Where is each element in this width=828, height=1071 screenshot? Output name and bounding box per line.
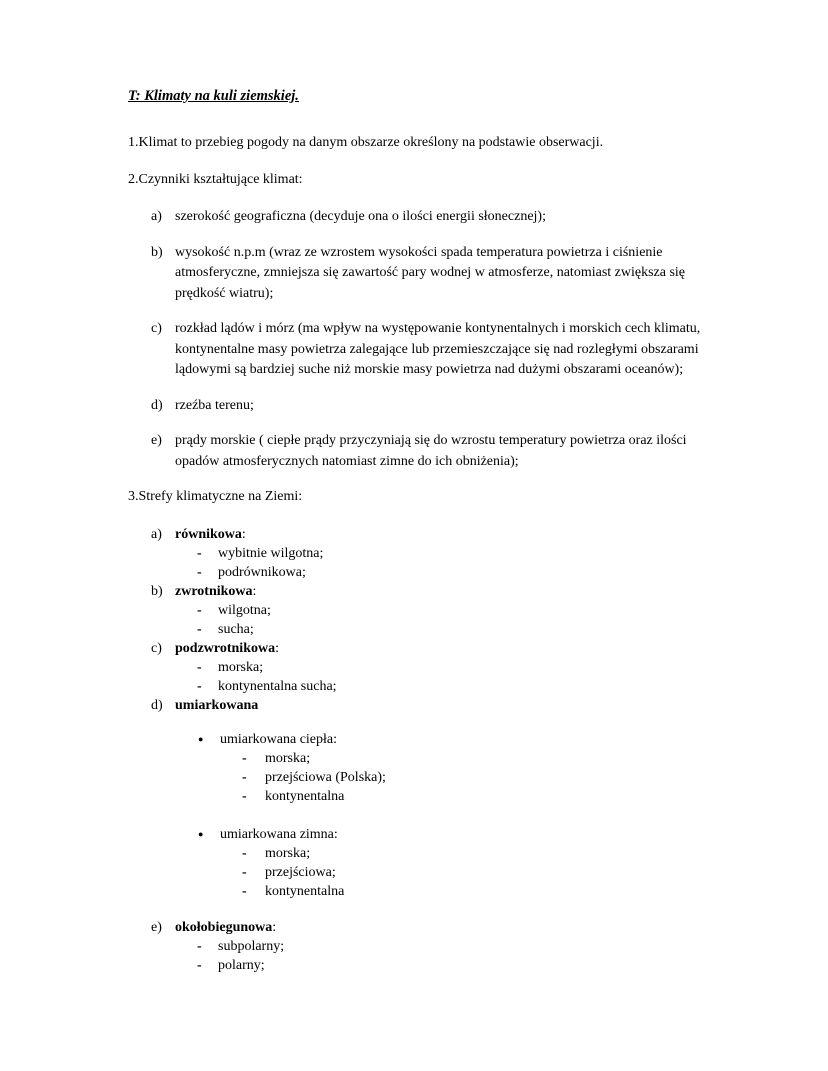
dash-icon: - [197, 958, 202, 973]
list-marker: c) [151, 641, 162, 656]
factor-item [128, 243, 828, 305]
zone-sub-text: kontynentalna [265, 789, 345, 804]
factor-line [128, 284, 828, 305]
list-marker: e) [151, 433, 162, 448]
list-marker: a) [151, 527, 162, 542]
group-label: umiarkowana zimna: [220, 827, 338, 842]
factor-text: wysokość n.p.m (wraz ze wzrostem wysokości spada temperatura powietrza i ciśnienie [175, 244, 663, 260]
zone-sub-item [128, 601, 828, 620]
zone-suffix: : [275, 641, 279, 656]
list-marker: d) [151, 397, 163, 413]
dash-icon: - [197, 939, 202, 954]
zone-sub-item [128, 768, 828, 787]
factor-line [128, 431, 828, 452]
factor-text: atmosferyczne, zmniejsza się zawartość pary wodnej w atmosferze, natomiast zwiększa się [175, 265, 686, 280]
zone-suffix: : [272, 920, 277, 935]
factor-text: szerokość geograficzna (decyduje ona o ilości energii słonecznej); [175, 209, 546, 224]
zone-line [128, 582, 828, 601]
zone-term: umiarkowana [175, 698, 259, 713]
zone-item [128, 525, 828, 582]
zone-sub-item [128, 749, 828, 768]
factor-text: prądy morskie ( ciepłe prądy przyczyniają się do wzrostu temperatury powietrza oraz ilości [175, 433, 687, 448]
zone-sub-item [128, 937, 828, 956]
zone-line [128, 696, 828, 715]
factor-item [128, 396, 828, 417]
bullet-icon: ● [198, 829, 204, 839]
zone-sub-text: wybitnie wilgotna; [218, 546, 324, 561]
zone-sub-item [128, 677, 828, 696]
zones-heading: 3.Strefy klimatyczne na Ziemi: [128, 489, 303, 504]
factor-text: rzeźba terenu; [175, 397, 254, 413]
dash-icon: - [242, 789, 247, 804]
list-marker: c) [151, 321, 162, 336]
climate-group [128, 730, 828, 806]
climate-group [128, 825, 828, 901]
factor-line [128, 243, 828, 264]
zone-term: zwrotnikowa [175, 584, 253, 599]
zone-sub-text: polarny; [218, 958, 265, 973]
zone-term: okołobiegunowa [175, 920, 273, 935]
zones-list [128, 525, 828, 975]
zone-item [128, 639, 828, 696]
intro-paragraph: 1.Klimat to przebieg pogody na danym obszarze określony na podstawie obserwacji. [128, 135, 604, 150]
zone-sub-text: sucha; [218, 622, 254, 637]
factor-line [128, 207, 828, 228]
factor-item [128, 431, 828, 472]
zone-sub-text: morska; [265, 751, 311, 766]
zone-sub-text: kontynentalna [265, 884, 345, 899]
factor-text: lądowymi są bardziej suche niż morskie masy powietrza nad dużymi obszarami oceanów); [175, 362, 684, 377]
dash-icon: - [242, 884, 247, 899]
dash-icon: - [242, 770, 247, 785]
zone-sub-text: kontynentalna sucha; [218, 679, 337, 694]
dash-icon: - [197, 565, 202, 580]
zone-item [128, 582, 828, 639]
dash-icon: - [242, 846, 247, 861]
factor-line [128, 263, 828, 284]
factor-text: prędkość wiatru); [175, 285, 274, 301]
zone-sub-item [128, 956, 828, 975]
list-marker: b) [151, 584, 163, 599]
factor-line [128, 452, 828, 473]
factor-text: kontynentalne masy powietrza zalegające lub przemieszczające się nad rozległymi obszarami [175, 341, 699, 357]
zone-suffix: : [241, 527, 246, 542]
factor-text: rozkład lądów i mórz (ma wpływ na występowanie kontynentalnych i morskich cech klimatu, [175, 321, 701, 336]
zone-sub-item [128, 544, 828, 563]
zone-sub-text: wilgotna; [218, 603, 271, 618]
dash-icon: - [197, 603, 202, 618]
zone-sub-text: morska; [265, 846, 311, 861]
zone-sub-item [128, 844, 828, 863]
zone-item [128, 918, 828, 975]
group-label-line [128, 730, 828, 749]
zone-sub-item [128, 620, 828, 639]
list-marker: e) [151, 920, 162, 935]
list-marker: d) [151, 698, 163, 713]
zone-suffix: : [252, 584, 257, 599]
zone-sub-text: morska; [218, 660, 264, 675]
zone-line [128, 525, 828, 544]
zone-sub-text: przejściowa; [265, 865, 336, 880]
zone-term: równikowa [175, 527, 242, 542]
dash-icon: - [197, 679, 202, 694]
factor-item [128, 207, 828, 228]
zone-sub-item [128, 563, 828, 582]
zone-sub-text: przejściowa (Polska); [265, 770, 386, 785]
factors-list [128, 207, 828, 472]
factors-heading: 2.Czynniki kształtujące klimat: [128, 172, 303, 187]
dash-icon: - [197, 622, 202, 637]
zone-line [128, 918, 828, 937]
zone-sub-item [128, 863, 828, 882]
dash-icon: - [197, 546, 202, 561]
dash-icon: - [242, 865, 247, 880]
factor-item [128, 319, 828, 381]
zone-term: podzwrotnikowa [175, 641, 276, 656]
factor-text: opadów atmosferycznych natomiast zimne do ich obniżenia); [175, 453, 519, 469]
factor-line [128, 340, 828, 361]
factor-line [128, 360, 828, 381]
zone-sub-item [128, 658, 828, 677]
list-marker: a) [151, 209, 162, 224]
bullet-icon: ● [198, 734, 204, 744]
zone-sub-item [128, 787, 828, 806]
doc-title: T: Klimaty na kuli ziemskiej. [128, 88, 299, 104]
list-marker: b) [151, 244, 163, 260]
zone-line [128, 639, 828, 658]
zone-sub-text: subpolarny; [218, 939, 285, 954]
zone-sub-item [128, 882, 828, 901]
factor-line [128, 396, 828, 417]
dash-icon: - [242, 751, 247, 766]
dash-icon: - [197, 660, 202, 675]
group-label-line [128, 825, 828, 844]
zone-sub-text: podrównikowa; [218, 565, 306, 580]
group-label: umiarkowana ciepła: [220, 732, 338, 747]
factor-line [128, 319, 828, 340]
zone-item [128, 696, 828, 901]
